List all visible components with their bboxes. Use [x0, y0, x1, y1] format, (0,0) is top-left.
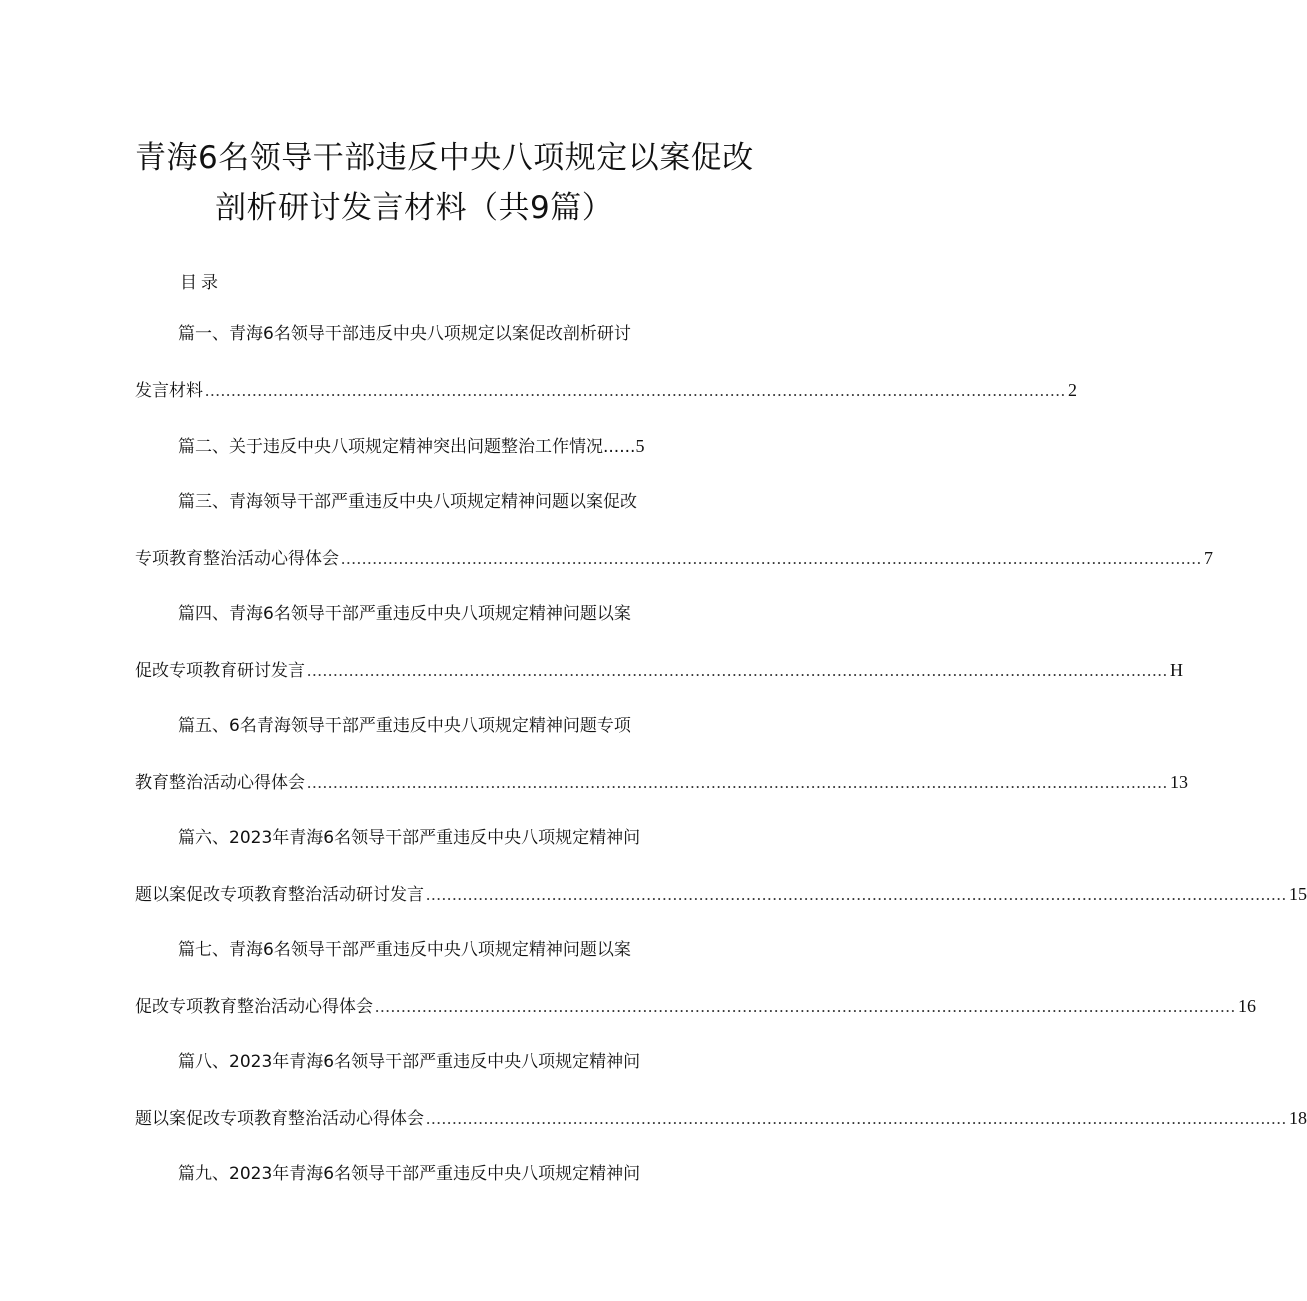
toc-entry-3-line-2[interactable] — [135, 546, 1213, 571]
title-line-2: 剖析研讨发言材料（共9篇） — [215, 190, 614, 226]
page-number: 7 — [1204, 548, 1213, 568]
toc-entry-6-line-2[interactable] — [135, 882, 1307, 907]
toc-entry-7-line-2[interactable] — [135, 994, 1256, 1019]
toc-entry-1-line-2[interactable] — [135, 378, 1077, 403]
dot-leader: .................................................................................................................................................................... — [307, 661, 1168, 680]
toc-entry-1-line-1[interactable]: 篇一、青海6名领导干部违反中央八项规定以案促改剖析研讨 — [178, 324, 631, 344]
toc-entry-4-line-1[interactable]: 篇四、青海6名领导干部严重违反中央八项规定精神问题以案 — [178, 604, 631, 624]
toc-entry-text: 题以案促改专项教育整治活动研讨发言 — [135, 885, 424, 905]
page-number: 16 — [1238, 996, 1256, 1016]
toc-entry-text: 教育整治活动心得体会 — [135, 773, 305, 793]
page-number: H — [1170, 660, 1183, 680]
toc-entry-8-line-1[interactable]: 篇八、2023年青海6名领导干部严重违反中央八项规定精神问 — [178, 1052, 641, 1072]
toc-heading: 目录 — [180, 273, 222, 293]
toc-entry-5-line-2[interactable] — [135, 770, 1188, 795]
page-number: 13 — [1170, 772, 1188, 792]
page-number: 15 — [1289, 884, 1307, 904]
toc-entry-text: 篇二、关于违反中央八项规定精神突出问题整治工作情况 — [178, 437, 603, 457]
page-number: 18 — [1289, 1108, 1307, 1128]
dot-leader: ...... — [603, 437, 636, 457]
toc-entry-text: 专项教育整治活动心得体会 — [135, 549, 339, 569]
toc-entry-9-line-1[interactable]: 篇九、2023年青海6名领导干部严重违反中央八项规定精神问 — [178, 1164, 641, 1184]
toc-entry-text: 促改专项教育研讨发言 — [135, 661, 305, 681]
page-number: 5 — [635, 436, 645, 456]
toc-entry-text: 促改专项教育整治活动心得体会 — [135, 997, 373, 1017]
toc-entry-2[interactable] — [178, 434, 644, 459]
dot-leader: .................................................................................................................................................................... — [375, 997, 1236, 1016]
dot-leader: .................................................................................................................................................................... — [426, 1109, 1287, 1128]
toc-entry-4-line-2[interactable] — [135, 658, 1183, 683]
toc-entry-text: 发言材料 — [135, 381, 203, 401]
title-line-1: 青海6名领导干部违反中央八项规定以案促改 — [135, 140, 754, 176]
toc-entry-6-line-1[interactable]: 篇六、2023年青海6名领导干部严重违反中央八项规定精神问 — [178, 828, 641, 848]
dot-leader: .................................................................................................................................................................... — [426, 885, 1287, 904]
toc-entry-3-line-1[interactable]: 篇三、青海领导干部严重违反中央八项规定精神问题以案促改 — [178, 492, 637, 512]
dot-leader: .................................................................................................................................................................... — [307, 773, 1168, 792]
toc-entry-7-line-1[interactable]: 篇七、青海6名领导干部严重违反中央八项规定精神问题以案 — [178, 940, 631, 960]
toc-entry-text: 题以案促改专项教育整治活动心得体会 — [135, 1109, 424, 1129]
toc-entry-5-line-1[interactable]: 篇五、6名青海领导干部严重违反中央八项规定精神问题专项 — [178, 716, 631, 736]
dot-leader: .................................................................................................................................................................... — [205, 381, 1066, 400]
page-number: 2 — [1068, 380, 1077, 400]
dot-leader: .................................................................................................................................................................... — [341, 549, 1202, 568]
toc-entry-8-line-2[interactable] — [135, 1106, 1307, 1131]
